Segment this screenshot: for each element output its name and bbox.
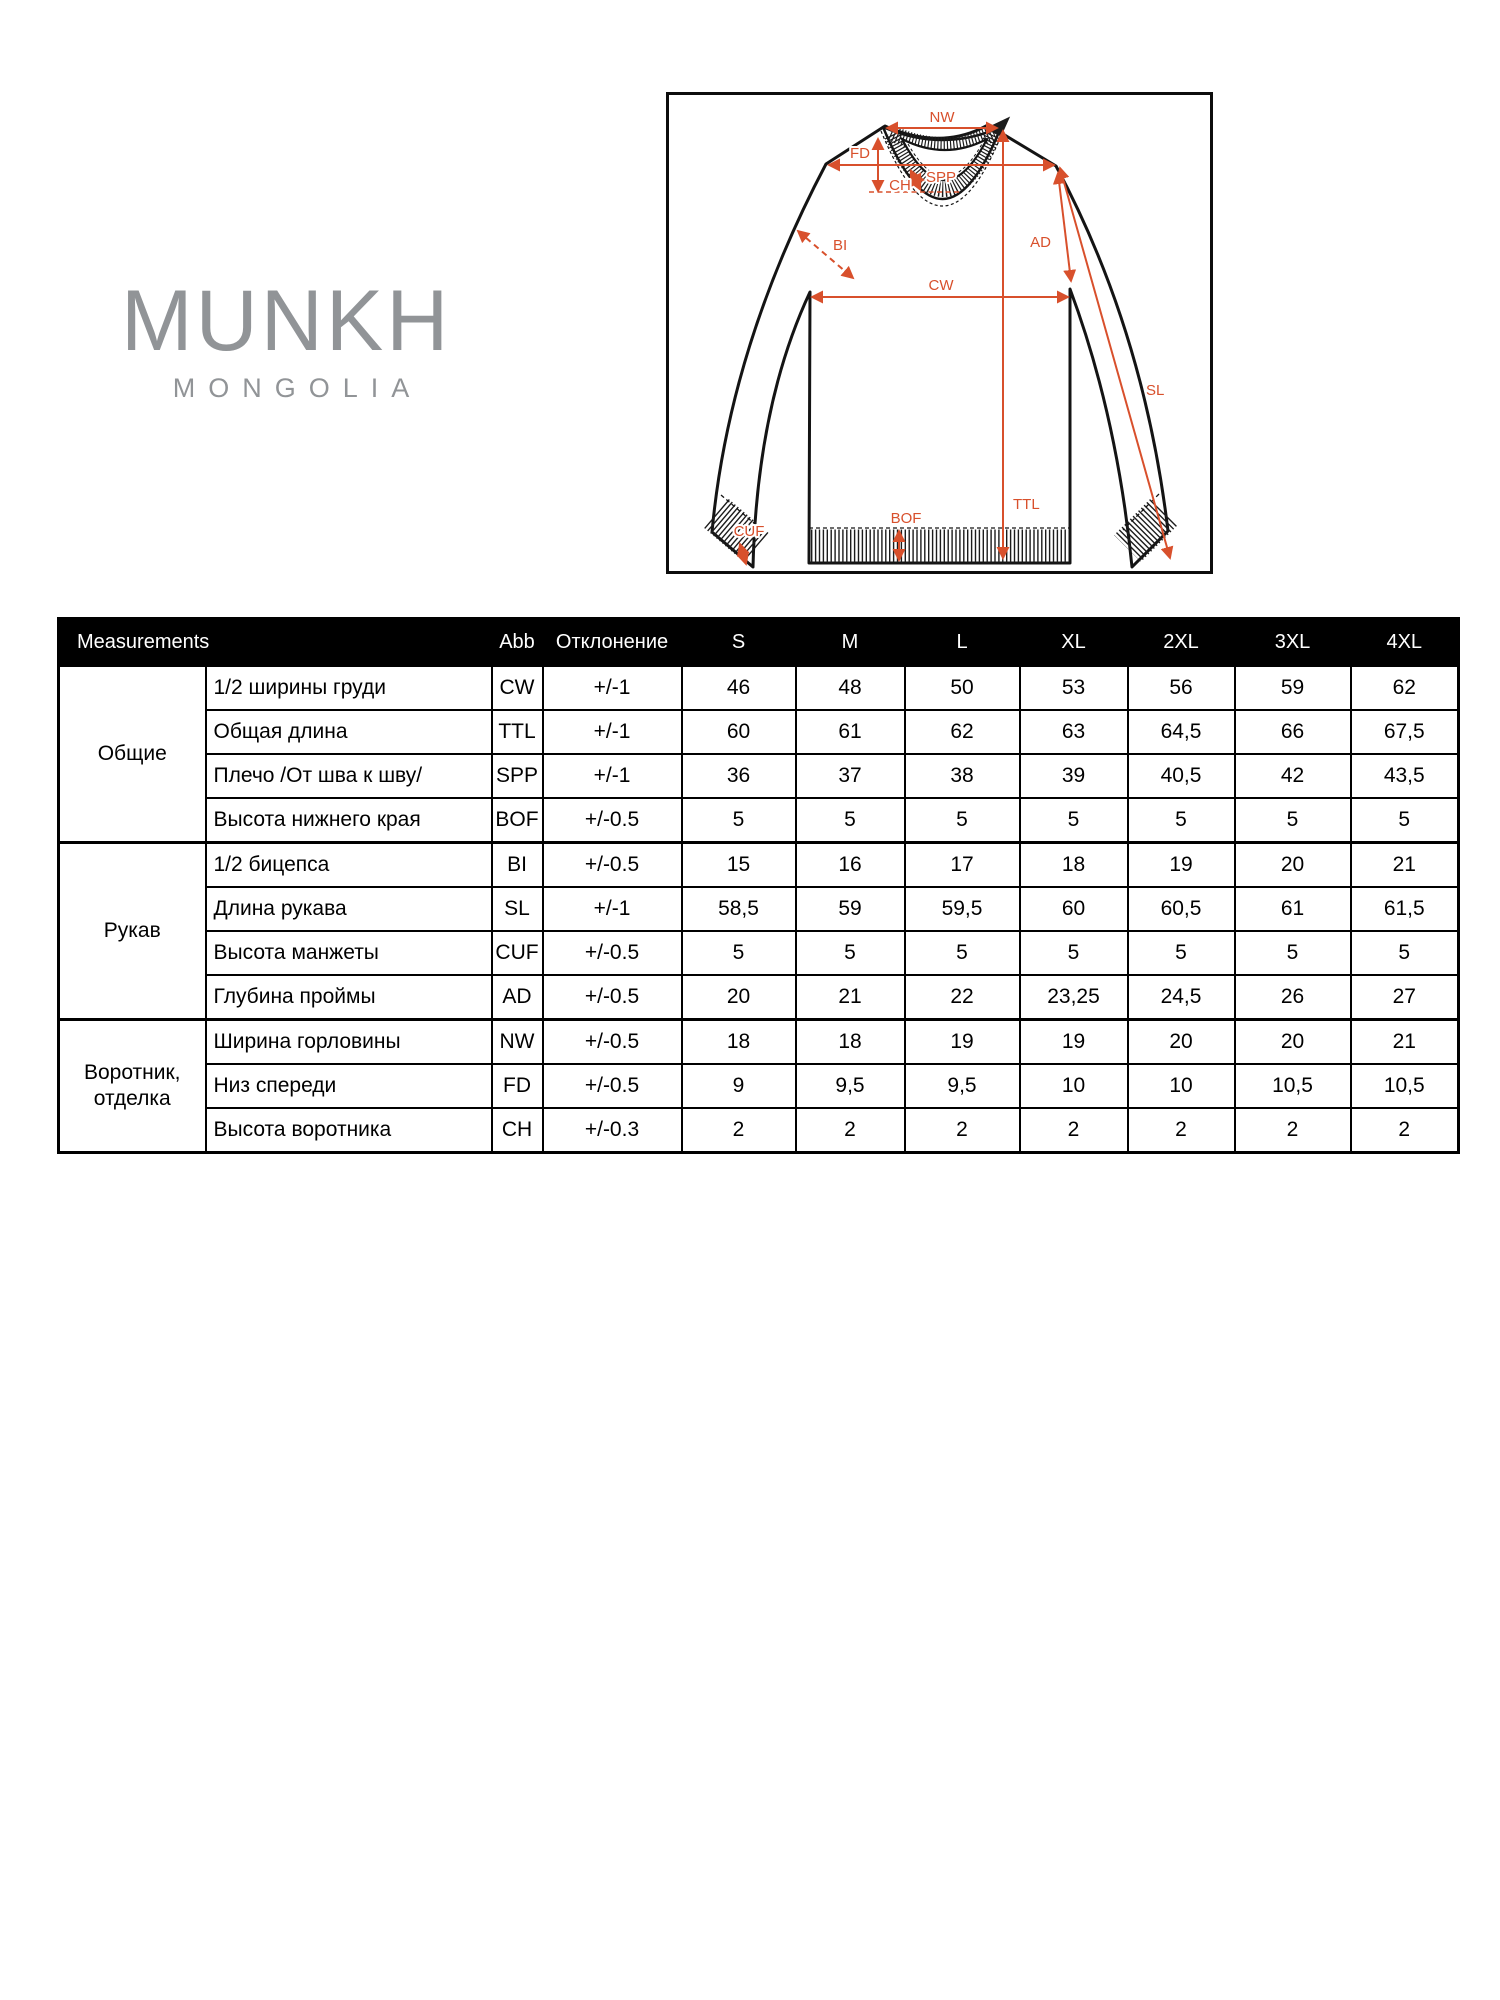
size-value-cell: 2 [796,1108,905,1153]
measurement-name-cell: 1/2 ширины груди [206,666,492,711]
deviation-cell: +/-0.5 [543,975,682,1020]
size-value-cell: 15 [682,843,796,888]
sl-arrow [1060,168,1170,558]
size-value-cell: 40,5 [1128,754,1235,798]
diagram-label-sl: SL [1146,382,1165,399]
diagram-label-bi: BI [833,237,848,254]
size-value-cell: 2 [1235,1108,1351,1153]
size-value-cell: 61 [1235,887,1351,931]
diagram-label-cw: CW [928,277,954,294]
size-value-cell: 23,25 [1020,975,1128,1020]
size-value-cell: 9 [682,1064,796,1108]
measurement-name-cell: Длина рукава [206,887,492,931]
size-value-cell: 2 [1351,1108,1459,1153]
size-value-cell: 19 [905,1020,1020,1065]
size-value-cell: 59,5 [905,887,1020,931]
size-value-cell: 2 [905,1108,1020,1153]
deviation-cell: +/-0.5 [543,1064,682,1108]
size-value-cell: 60 [1020,887,1128,931]
size-value-cell: 5 [1020,798,1128,843]
size-value-cell: 5 [682,931,796,975]
size-value-cell: 50 [905,666,1020,711]
abbreviation-cell: SPP [492,754,543,798]
size-column-header: XL [1020,619,1128,666]
table-row [59,1064,1459,1108]
deviation-cell: +/-1 [543,710,682,754]
size-column-header: 4XL [1351,619,1459,666]
size-value-cell: 21 [1351,843,1459,888]
size-value-cell: 21 [1351,1020,1459,1065]
abbreviation-cell: AD [492,975,543,1020]
size-value-cell: 56 [1128,666,1235,711]
size-value-cell: 19 [1128,843,1235,888]
abbreviation-cell: BOF [492,798,543,843]
measurement-name-cell: Плечо /От шва к шву/ [206,754,492,798]
size-column-header: 3XL [1235,619,1351,666]
size-value-cell: 59 [796,887,905,931]
size-value-cell: 5 [1128,798,1235,843]
size-value-cell: 46 [682,666,796,711]
measurements-column-header: Measurements [59,619,492,666]
size-value-cell: 17 [905,843,1020,888]
size-value-cell: 16 [796,843,905,888]
diagram-label-ad: AD [1030,234,1051,251]
size-value-cell: 59 [1235,666,1351,711]
abbreviation-cell: SL [492,887,543,931]
measurement-name-cell: Низ спереди [206,1064,492,1108]
deviation-cell: +/-0.5 [543,931,682,975]
size-value-cell: 21 [796,975,905,1020]
size-table [57,617,1460,1154]
size-value-cell: 53 [1020,666,1128,711]
size-value-cell: 62 [905,710,1020,754]
size-value-cell: 20 [1235,843,1351,888]
size-value-cell: 24,5 [1128,975,1235,1020]
size-value-cell: 48 [796,666,905,711]
deviation-cell: +/-1 [543,887,682,931]
size-value-cell: 5 [1351,931,1459,975]
size-value-cell: 5 [796,798,905,843]
size-value-cell: 60,5 [1128,887,1235,931]
size-value-cell: 38 [905,754,1020,798]
size-value-cell: 37 [796,754,905,798]
measurement-name-cell: Высота нижнего края [206,798,492,843]
diagram-label-fd: FD [850,145,870,162]
group-label-cell: Общие [59,666,206,843]
size-value-cell: 42 [1235,754,1351,798]
size-value-cell: 66 [1235,710,1351,754]
table-row [59,1108,1459,1153]
table-row [59,710,1459,754]
size-value-cell: 18 [1020,843,1128,888]
size-value-cell: 18 [682,1020,796,1065]
measurement-diagram [666,92,1213,574]
size-value-cell: 5 [1235,798,1351,843]
size-value-cell: 64,5 [1128,710,1235,754]
size-value-cell: 10 [1128,1064,1235,1108]
size-table-header-row [59,619,1459,666]
brand-subtitle: MONGOLIA [172,373,423,403]
abbreviation-cell: FD [492,1064,543,1108]
brand-name: MUNKH [121,273,452,369]
size-value-cell: 9,5 [905,1064,1020,1108]
size-value-cell: 67,5 [1351,710,1459,754]
size-value-cell: 61,5 [1351,887,1459,931]
measurement-name-cell: Общая длина [206,710,492,754]
size-value-cell: 9,5 [796,1064,905,1108]
size-value-cell: 2 [682,1108,796,1153]
size-value-cell: 36 [682,754,796,798]
size-value-cell: 63 [1020,710,1128,754]
diagram-label-ttl: TTL [1013,496,1040,513]
size-value-cell: 19 [1020,1020,1128,1065]
table-row [59,931,1459,975]
deviation-cell: +/-0.3 [543,1108,682,1153]
size-value-cell: 5 [796,931,905,975]
table-row [59,666,1459,711]
deviation-cell: +/-1 [543,666,682,711]
size-value-cell: 43,5 [1351,754,1459,798]
table-row [59,754,1459,798]
size-value-cell: 10,5 [1235,1064,1351,1108]
size-column-header: 2XL [1128,619,1235,666]
size-value-cell: 10 [1020,1064,1128,1108]
size-table-body [59,666,1459,1153]
size-value-cell: 20 [1128,1020,1235,1065]
table-row [59,975,1459,1020]
measurement-name-cell: Ширина горловины [206,1020,492,1065]
table-row [59,1020,1459,1065]
measurement-name-cell: Глубина проймы [206,975,492,1020]
diagram-label-spp: SPP [925,169,957,186]
size-value-cell: 5 [1020,931,1128,975]
diagram-label-bof: BOF [890,510,922,527]
size-value-cell: 60 [682,710,796,754]
size-value-cell: 22 [905,975,1020,1020]
deviation-cell: +/-0.5 [543,798,682,843]
size-value-cell: 5 [1351,798,1459,843]
deviation-column-header: Отклонение [543,619,682,666]
diagram-label-ch: CH [889,177,911,194]
abbreviation-cell: CUF [492,931,543,975]
size-value-cell: 58,5 [682,887,796,931]
size-value-cell: 39 [1020,754,1128,798]
size-value-cell: 5 [682,798,796,843]
size-column-header: M [796,619,905,666]
size-value-cell: 5 [905,798,1020,843]
size-value-cell: 26 [1235,975,1351,1020]
sweater-flat-drawing [669,95,1210,571]
abbreviation-cell: NW [492,1020,543,1065]
deviation-cell: +/-0.5 [543,843,682,888]
size-value-cell: 5 [1128,931,1235,975]
size-value-cell: 5 [1235,931,1351,975]
size-value-cell: 62 [1351,666,1459,711]
diagram-label-nw: NW [929,109,955,126]
diagram-label-cuf: CUF [733,523,765,540]
abbreviation-cell: BI [492,843,543,888]
size-value-cell: 10,5 [1351,1064,1459,1108]
size-value-cell: 20 [1235,1020,1351,1065]
abbreviation-cell: CH [492,1108,543,1153]
group-label-cell: Рукав [59,843,206,1020]
measurement-name-cell: Высота воротника [206,1108,492,1153]
group-label-cell: Воротник, отделка [59,1020,206,1153]
deviation-cell: +/-1 [543,754,682,798]
size-value-cell: 20 [682,975,796,1020]
size-value-cell: 27 [1351,975,1459,1020]
brand-logo [121,273,461,404]
table-row [59,843,1459,888]
size-value-cell: 2 [1020,1108,1128,1153]
size-value-cell: 61 [796,710,905,754]
abbreviation-cell: TTL [492,710,543,754]
table-row [59,887,1459,931]
size-value-cell: 18 [796,1020,905,1065]
abb-column-header: Abb [492,619,543,666]
measurement-name-cell: 1/2 бицепса [206,843,492,888]
size-value-cell: 2 [1128,1108,1235,1153]
size-column-header: L [905,619,1020,666]
size-value-cell: 5 [905,931,1020,975]
table-row [59,798,1459,843]
deviation-cell: +/-0.5 [543,1020,682,1065]
size-column-header: S [682,619,796,666]
abbreviation-cell: CW [492,666,543,711]
measurement-name-cell: Высота манжеты [206,931,492,975]
